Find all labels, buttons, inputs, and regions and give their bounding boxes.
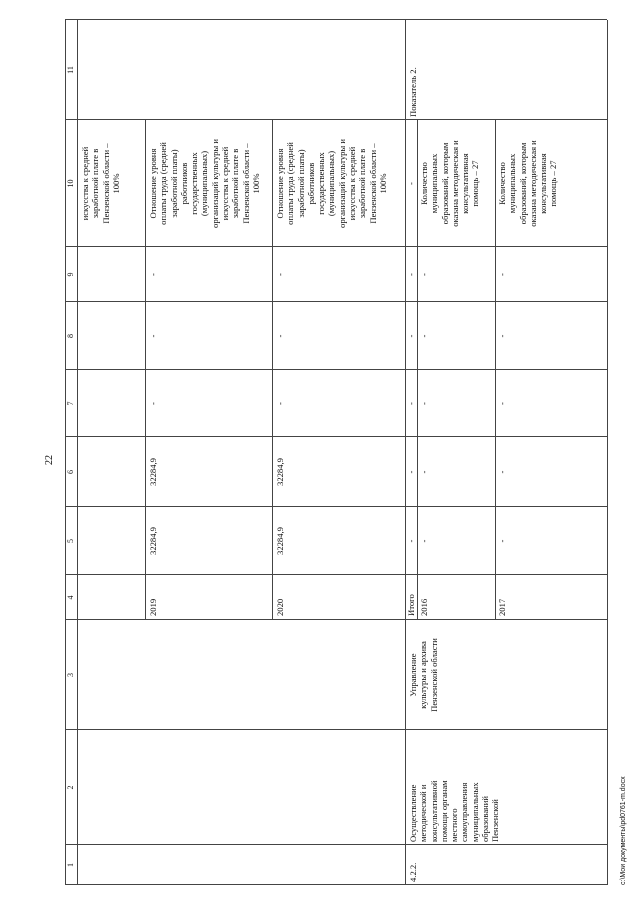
item-number: 4.2.2.: [408, 862, 418, 882]
year-2020: 2020: [275, 598, 285, 616]
amount-2017-c5: -: [497, 539, 507, 543]
year-2017: 2017: [497, 598, 507, 616]
col-number-3: 3: [66, 673, 75, 677]
target-value-2016: Количество муниципальных образований, которым оказана методическая и консультативная помощь – 27: [419, 140, 481, 227]
executor: Управление культуры и архива Пензенской области: [408, 638, 439, 712]
amount-2016-c9: -: [419, 273, 429, 276]
col-number-5: 5: [66, 539, 75, 543]
amount-2017-c6: -: [497, 470, 507, 474]
total-c9: -: [406, 273, 416, 276]
year-total: Итого: [406, 594, 416, 616]
amount-2019-c8: -: [148, 334, 158, 338]
amount-2019-total: 32284,9: [148, 527, 158, 555]
col-number-9: 9: [66, 272, 75, 277]
target-value-cont: искусства к средней заработной плате в Пензенской области – 100%: [80, 143, 121, 224]
target-value-2019: Отношение уровня оплаты труда (средней заработной платы) работников государственных (муниципальных) организаций культуры и искусства к средней заработной плате в Пензенской области – 100%: [148, 139, 261, 228]
total-c7: -: [406, 402, 416, 405]
total-c5: -: [406, 539, 416, 543]
col-number-6: 6: [66, 470, 75, 474]
col-number-11: 11: [66, 66, 75, 74]
col-number-7: 7: [66, 401, 75, 406]
indicator: Показатель 2.: [408, 67, 418, 117]
amount-2016-c5: -: [419, 539, 429, 543]
amount-2017-c8: -: [497, 334, 507, 338]
amount-2016-c6: -: [419, 470, 429, 474]
target-value-2020: Отношение уровня оплаты труда (средней заработной платы) работников государственных (муниципальных) организаций культуры и искусства к средней заработной плате в Пензенской области – 100%: [275, 139, 388, 228]
footer-file-path: c:\Мои документы\pd0761-m.docx: [620, 776, 627, 885]
col-number-4: 4: [66, 595, 75, 600]
amount-2020-c9: -: [275, 273, 285, 276]
amount-2017-c7: -: [497, 402, 507, 405]
amount-2020-total: 32284,9: [275, 527, 285, 555]
amount-2020-regional: 32284,9: [275, 458, 285, 486]
amount-2019-regional: 32284,9: [148, 458, 158, 486]
col-number-8: 8: [66, 334, 75, 338]
year-2016: 2016: [419, 598, 429, 616]
amount-2019-c7: -: [148, 402, 158, 405]
amount-2016-c8: -: [419, 334, 429, 338]
amount-2019-c9: -: [148, 273, 158, 276]
target-value-2017: Количество муниципальных образований, которым оказана методическая и консультативная помощь – 27: [497, 140, 559, 227]
page-number: 22: [44, 455, 55, 465]
total-c6: -: [406, 470, 416, 474]
year-2019: 2019: [148, 598, 158, 616]
col-number-2: 2: [66, 785, 75, 790]
amount-2017-c9: -: [497, 273, 507, 276]
total-c8: -: [406, 334, 416, 338]
amount-2016-c7: -: [419, 402, 429, 405]
activity-name: Осуществление методической и консультативной помощи органам местного самоуправления муниципальных образований Пензенской: [408, 780, 501, 842]
amount-2020-c8: -: [275, 334, 285, 338]
col-number-10: 10: [66, 179, 75, 188]
col-number-1: 1: [66, 863, 75, 867]
amount-2020-c7: -: [275, 402, 285, 405]
total-c10: -: [406, 182, 416, 185]
